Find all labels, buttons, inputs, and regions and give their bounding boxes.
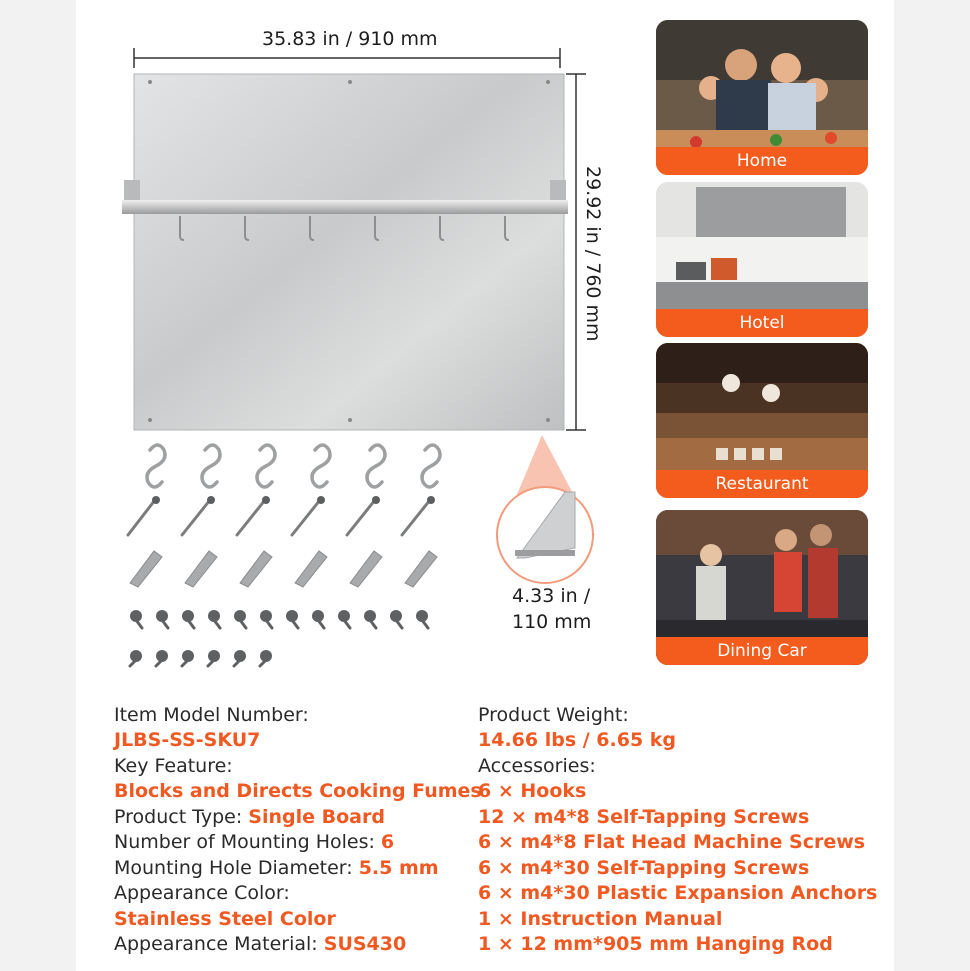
expansion-anchors-row	[120, 545, 450, 590]
accessory-item: 6 × m4*30 Plastic Expansion Anchors	[478, 882, 878, 904]
hole-diameter-label: Mounting Hole Diameter:	[114, 857, 359, 879]
weight-value: 14.66 lbs / 6.65 kg	[478, 729, 677, 751]
hooks-row	[120, 440, 450, 495]
accessory-item: 6 × Hooks	[478, 780, 587, 802]
width-label: 35.83 in / 910 mm	[262, 28, 438, 50]
product-type-label: Product Type:	[114, 806, 249, 828]
hole-diameter-row	[114, 856, 439, 881]
accessory-item: 1 × 12 mm*905 mm Hanging Rod	[478, 933, 833, 955]
material-label: Appearance Material:	[114, 933, 324, 955]
model-value: JLBS-SS-SKU7	[114, 729, 261, 751]
feature-label: Key Feature:	[114, 755, 233, 777]
scene-home	[656, 20, 868, 175]
accessory-item: 1 × Instruction Manual	[478, 908, 723, 930]
backsplash-panel-image	[120, 70, 570, 435]
material-row	[114, 932, 406, 957]
accessory-item: 6 × m4*8 Flat Head Machine Screws	[478, 831, 866, 853]
model-label: Item Model Number:	[114, 704, 309, 726]
scene-home-label: Home	[656, 147, 868, 175]
height-label: 29.92 in / 760 mm	[582, 166, 604, 342]
shelf-depth-label-2: 110 mm	[512, 611, 592, 633]
mounting-holes-value: 6	[380, 831, 395, 853]
mounting-holes-row	[114, 830, 394, 855]
scene-dining-car	[656, 510, 868, 665]
accessory-item: 12 × m4*8 Self-Tapping Screws	[478, 806, 810, 828]
hole-diameter-value: 5.5 mm	[358, 857, 439, 879]
scene-restaurant-label: Restaurant	[656, 470, 868, 498]
shelf-detail-callout	[495, 430, 605, 585]
scene-hotel	[656, 182, 868, 337]
accessory-item: 6 × m4*30 Self-Tapping Screws	[478, 857, 810, 879]
material-value: SUS430	[323, 933, 407, 955]
scene-restaurant	[656, 343, 868, 498]
color-label: Appearance Color:	[114, 882, 290, 904]
small-screws-group	[120, 600, 440, 670]
product-type-row	[114, 805, 385, 830]
shelf-depth-label-1: 4.33 in /	[512, 585, 591, 607]
accessories-label: Accessories:	[478, 755, 596, 777]
long-screws-row	[120, 495, 450, 540]
scene-hotel-label: Hotel	[656, 309, 868, 337]
scene-dining-car-label: Dining Car	[656, 637, 868, 665]
color-value: Stainless Steel Color	[114, 908, 336, 930]
product-type-value: Single Board	[248, 806, 385, 828]
mounting-holes-label: Number of Mounting Holes:	[114, 831, 381, 853]
feature-value: Blocks and Directs Cooking Fumes	[114, 780, 482, 802]
weight-label: Product Weight:	[478, 704, 629, 726]
